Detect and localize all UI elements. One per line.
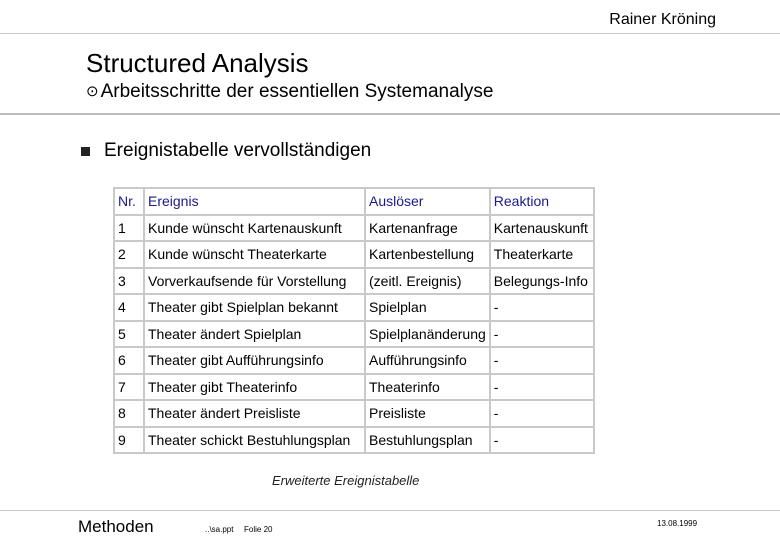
top-divider — [0, 33, 780, 34]
table-header-row — [115, 189, 593, 214]
cell-nr: 1 — [115, 216, 143, 241]
cell-nr: 7 — [115, 375, 143, 400]
cell-reaktion: - — [491, 401, 593, 426]
cell-ereignis: Theater schickt Bestuhlungsplan — [145, 428, 364, 453]
cell-ausloeser: Kartenbestellung — [366, 242, 489, 267]
header-reaktion: Reaktion — [491, 189, 593, 214]
cell-ereignis: Theater gibt Spielplan bekannt — [145, 295, 364, 320]
cell-ereignis: Theater ändert Preisliste — [145, 401, 364, 426]
cell-ereignis: Vorverkaufsende für Vorstellung — [145, 269, 364, 294]
cell-reaktion: Belegungs-Info — [491, 269, 593, 294]
cell-reaktion: Kartenauskunft — [491, 216, 593, 241]
cell-reaktion: - — [491, 375, 593, 400]
cell-reaktion: Theaterkarte — [491, 242, 593, 267]
cell-ausloeser: Kartenanfrage — [366, 216, 489, 241]
table-row — [115, 375, 593, 400]
bullet-item — [81, 140, 371, 162]
header-ausloeser: Auslöser — [366, 189, 489, 214]
cell-ausloeser: Aufführungsinfo — [366, 348, 489, 373]
table-row — [115, 295, 593, 320]
cell-nr: 4 — [115, 295, 143, 320]
cell-ausloeser: Preisliste — [366, 401, 489, 426]
footer-section: Methoden — [78, 517, 154, 536]
slide-title: Structured Analysis — [86, 48, 309, 78]
cell-ereignis: Theater gibt Aufführungsinfo — [145, 348, 364, 373]
table-row — [115, 216, 593, 241]
cell-ereignis: Kunde wünscht Kartenauskunft — [145, 216, 364, 241]
table-row — [115, 348, 593, 373]
table-row — [115, 242, 593, 267]
table-caption: Erweiterte Ereignistabelle — [272, 473, 420, 488]
cell-ereignis: Theater gibt Theaterinfo — [145, 375, 364, 400]
cell-reaktion: - — [491, 322, 593, 347]
footer-date: 13.08.1999 — [657, 519, 698, 528]
cell-nr: 8 — [115, 401, 143, 426]
cell-nr: 6 — [115, 348, 143, 373]
header-ereignis: Ereignis — [145, 189, 364, 214]
subtitle-text: Arbeitsschritte der essentiellen Systemanalyse — [100, 81, 494, 102]
cell-ausloeser: Theaterinfo — [366, 375, 489, 400]
circle-dot-icon: ⊙ — [86, 83, 99, 100]
bullet-text: Ereignistabelle vervollständigen — [104, 140, 372, 161]
header-nr: Nr. — [115, 189, 143, 214]
cell-ereignis: Theater ändert Spielplan — [145, 322, 364, 347]
author-name: Rainer Kröning — [609, 11, 716, 28]
title-divider — [0, 113, 780, 115]
slide-subtitle — [86, 81, 493, 103]
cell-nr: 5 — [115, 322, 143, 347]
cell-ausloeser: Spielplanänderung — [366, 322, 489, 347]
footer-slide-number: Folie 20 — [244, 525, 273, 534]
table-row — [115, 401, 593, 426]
cell-nr: 2 — [115, 242, 143, 267]
footer-divider — [0, 510, 780, 511]
table-row — [115, 428, 593, 453]
footer-file: ..\sa.ppt — [205, 525, 234, 534]
cell-nr: 3 — [115, 269, 143, 294]
table-row — [115, 322, 593, 347]
cell-ausloeser: Spielplan — [366, 295, 489, 320]
cell-reaktion: - — [491, 295, 593, 320]
cell-nr: 9 — [115, 428, 143, 453]
square-bullet-icon — [81, 147, 90, 156]
cell-ausloeser: (zeitl. Ereignis) — [366, 269, 489, 294]
cell-ausloeser: Bestuhlungsplan — [366, 428, 489, 453]
cell-reaktion: - — [491, 348, 593, 373]
cell-reaktion: - — [491, 428, 593, 453]
table-row — [115, 269, 593, 294]
event-table — [113, 187, 595, 454]
cell-ereignis: Kunde wünscht Theaterkarte — [145, 242, 364, 267]
